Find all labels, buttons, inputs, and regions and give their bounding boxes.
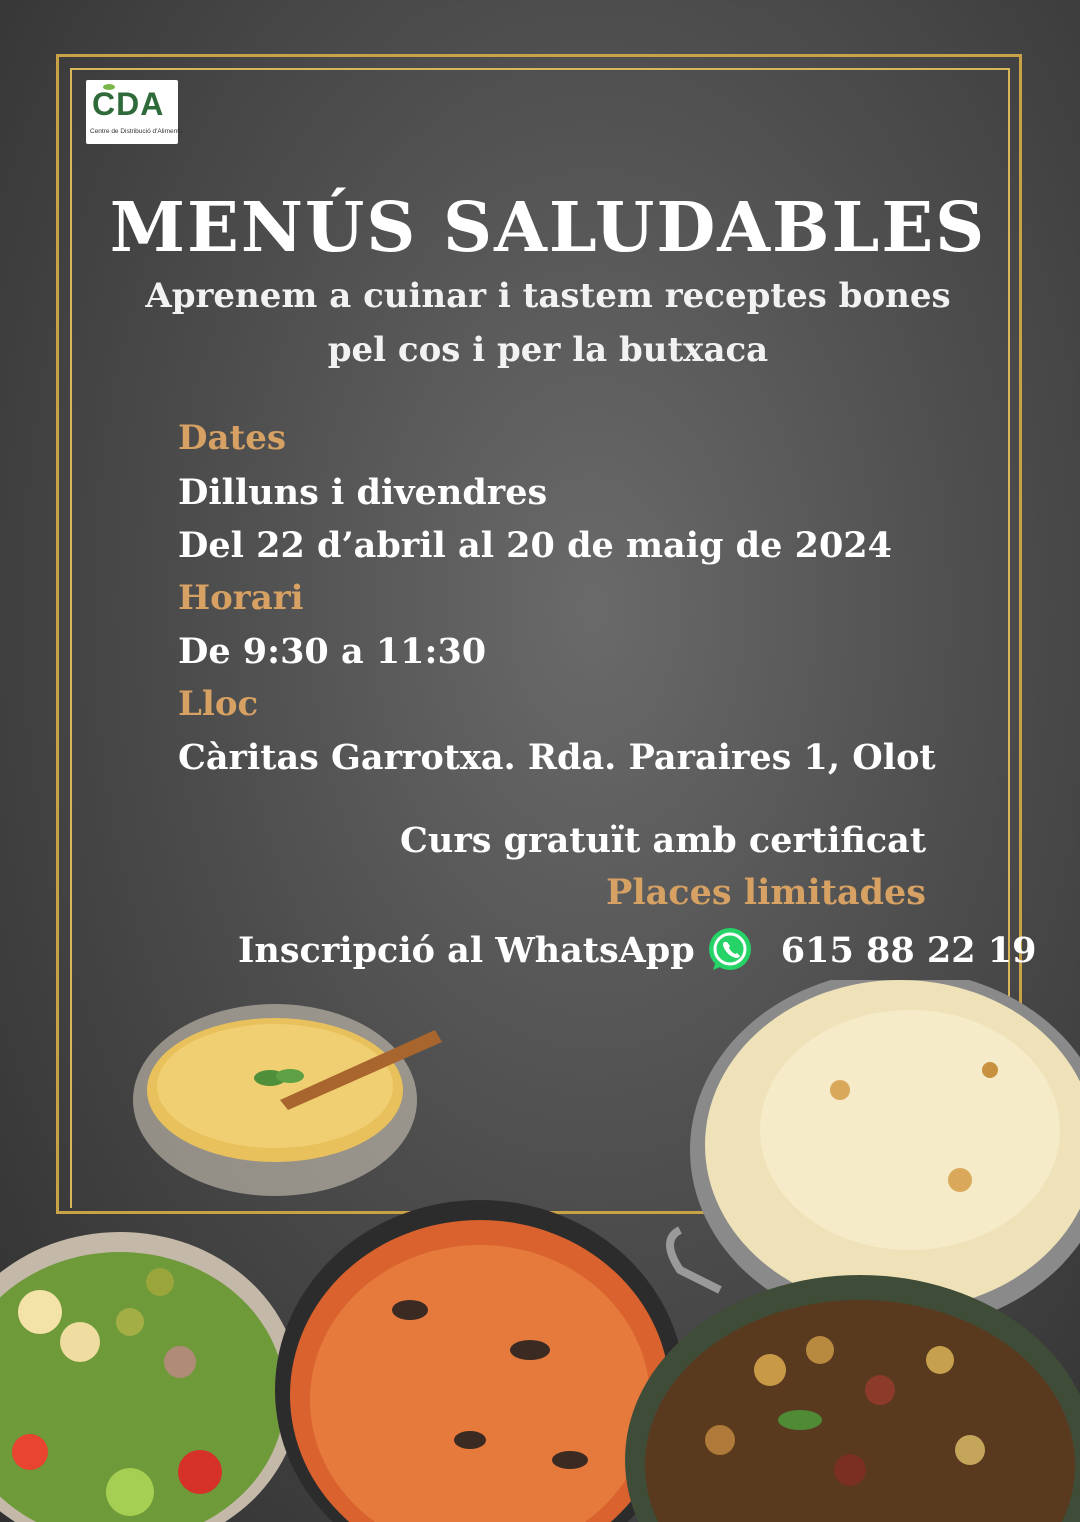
places-limited: Places limitades	[606, 872, 926, 913]
phone-number[interactable]: 615 88 22 19	[780, 929, 1037, 971]
cda-logo	[86, 80, 183, 144]
subtitle-line-2: pel cos i per la butxaca	[327, 330, 769, 370]
subtitle-line-1: Aprenem a cuinar i tastem receptes bones	[145, 276, 951, 316]
lloc-value: Càritas Garrotxa. Rda. Paraires 1, Olot	[178, 737, 936, 778]
horari-value: De 9:30 a 11:30	[178, 631, 487, 672]
stew-bowl-image	[620, 1270, 1080, 1522]
horari-label: Horari	[178, 578, 304, 618]
course-info: Curs gratuït amb certificat	[400, 820, 926, 861]
page-title: MENÚS SALUDABLES	[109, 188, 987, 268]
dates-range: Del 22 d’abril al 20 de maig de 2024	[178, 525, 892, 566]
dates-days: Dilluns i divendres	[178, 472, 548, 513]
soup-bowl-image	[130, 1000, 450, 1210]
whatsapp-label: Inscripció al WhatsApp	[238, 929, 695, 971]
salad-bowl-image	[0, 1222, 300, 1522]
lloc-label: Lloc	[178, 684, 259, 724]
whatsapp-icon[interactable]	[705, 925, 755, 975]
logo-subtitle: Centre de Distribució d'Aliments	[90, 128, 183, 135]
dates-label: Dates	[178, 418, 286, 458]
logo-text: CDA	[92, 86, 165, 122]
whatsapp-row	[238, 924, 1036, 976]
